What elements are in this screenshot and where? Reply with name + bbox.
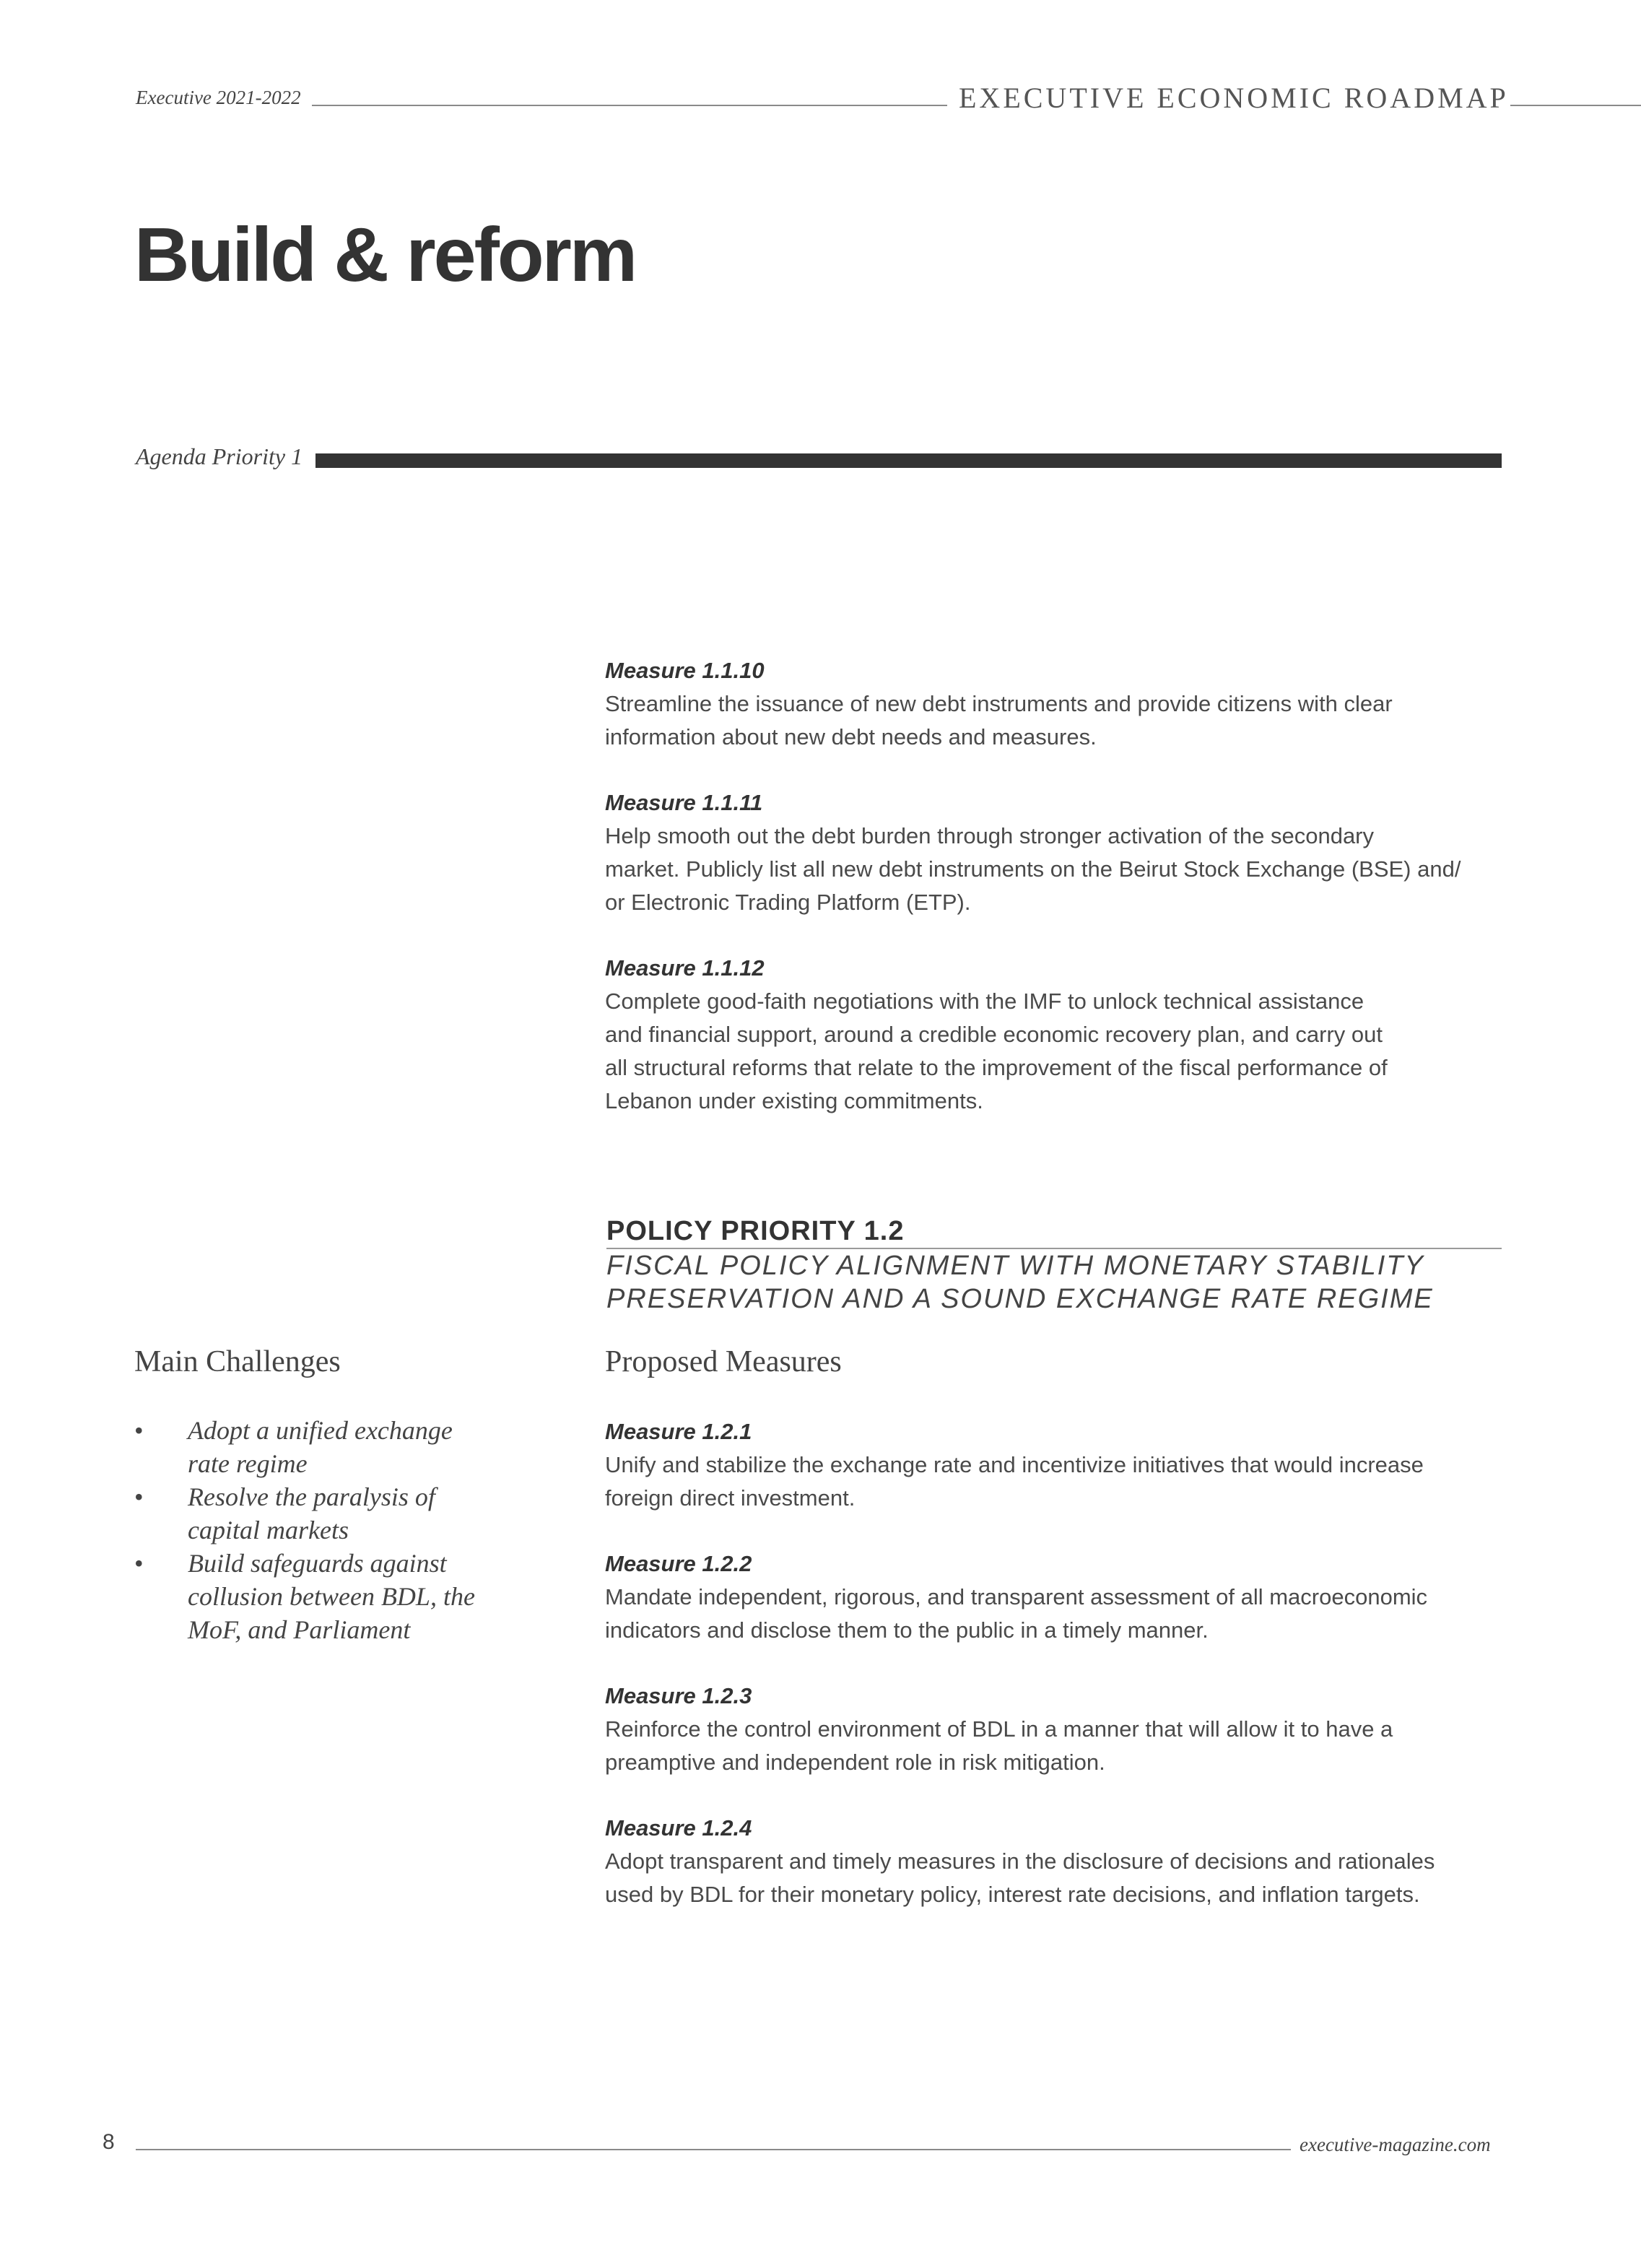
- measure-title: Measure 1.1.12: [605, 955, 765, 981]
- footer-rule: [136, 2149, 1291, 2150]
- edition-label: Executive 2021-2022: [136, 87, 301, 108]
- measure-block: [605, 952, 1507, 1118]
- bullet-icon: •: [134, 1549, 144, 1578]
- list-item: • Resolve the paralysis of capital markets: [134, 1480, 510, 1547]
- measure-text-line: or Electronic Trading Platform (ETP).: [605, 890, 971, 915]
- header-rule-right: [1510, 105, 1641, 106]
- measure-block: [605, 786, 1507, 919]
- measure-text-line: and financial support, around a credible economic recovery plan, and carry out: [605, 1022, 1383, 1047]
- measure-title: Measure 1.2.2: [605, 1551, 752, 1576]
- measure-title: Measure 1.1.10: [605, 658, 765, 683]
- measure-text-line: Mandate independent, rigorous, and transparent assessment of all macroeconomic: [605, 1584, 1428, 1609]
- measure-text-line: Complete good-faith negotiations with the IMF to unlock technical assistance: [605, 989, 1364, 1014]
- measure-text-line: Help smooth out the debt burden through stronger activation of the secondary: [605, 823, 1375, 848]
- measure-text-line: Adopt transparent and timely measures in the disclosure of decisions and rationales: [605, 1848, 1435, 1874]
- header-rule-left: [312, 105, 947, 106]
- measure-title: Measure 1.2.1: [605, 1419, 752, 1444]
- measure-text-line: used by BDL for their monetary policy, interest rate decisions, and inflation targets.: [605, 1882, 1420, 1907]
- measure-block: [605, 654, 1507, 754]
- measure-block: [605, 1415, 1507, 1515]
- challenges-heading: Main Challenges: [134, 1345, 341, 1378]
- measure-text-line: information about new debt needs and measures.: [605, 724, 1097, 750]
- measure-text-line: all structural reforms that relate to the improvement of the fiscal performance of: [605, 1055, 1388, 1080]
- measure-text-line: Reinforce the control environment of BDL in a manner that will allow it to have a: [605, 1716, 1393, 1742]
- measure-block: [605, 1680, 1507, 1779]
- measure-text-line: indicators and disclose them to the public in a timely manner.: [605, 1617, 1209, 1643]
- list-item: • Adopt a unified exchange rate regime: [134, 1414, 510, 1480]
- proposed-heading: Proposed Measures: [605, 1345, 842, 1378]
- page-title: Build & reform: [134, 212, 636, 297]
- measure-text-line: Streamline the issuance of new debt instruments and provide citizens with clear: [605, 691, 1393, 716]
- bullet-icon: •: [134, 1416, 144, 1445]
- measure-text-line: Unify and stabilize the exchange rate and incentivize initiatives that would increase: [605, 1452, 1424, 1477]
- measure-block: [605, 1547, 1507, 1647]
- running-title: EXECUTIVE ECONOMIC ROADMAP: [959, 82, 1509, 114]
- challenges-list: [134, 1414, 510, 1646]
- measure-text-line: foreign direct investment.: [605, 1485, 856, 1511]
- measure-text-line: market. Publicly list all new debt instruments on the Beirut Stock Exchange (BSE) and/: [605, 856, 1461, 882]
- list-item: • Build safeguards against collusion between BDL, the MoF, and Parliament: [134, 1547, 510, 1646]
- measure-text-line: Lebanon under existing commitments.: [605, 1088, 983, 1113]
- measure-title: Measure 1.2.4: [605, 1815, 752, 1841]
- agenda-bar: [315, 453, 1502, 468]
- subtitle-line: PRESERVATION AND A SOUND EXCHANGE RATE REGIME: [606, 1284, 1434, 1314]
- agenda-label: Agenda Priority 1: [136, 443, 303, 469]
- measure-title: Measure 1.1.11: [605, 790, 763, 815]
- subtitle-line: FISCAL POLICY ALIGNMENT WITH MONETARY STABILITY: [606, 1251, 1424, 1281]
- policy-priority-subtitle: [606, 1249, 1502, 1316]
- bullet-icon: •: [134, 1482, 144, 1511]
- footer-site: executive-magazine.com: [1300, 2134, 1491, 2155]
- measure-text-line: preamptive and independent role in risk mitigation.: [605, 1750, 1105, 1775]
- policy-priority-title: POLICY PRIORITY 1.2: [606, 1216, 905, 1246]
- page-number: 8: [103, 2130, 115, 2154]
- measure-block: [605, 1812, 1507, 1911]
- measure-title: Measure 1.2.3: [605, 1683, 752, 1708]
